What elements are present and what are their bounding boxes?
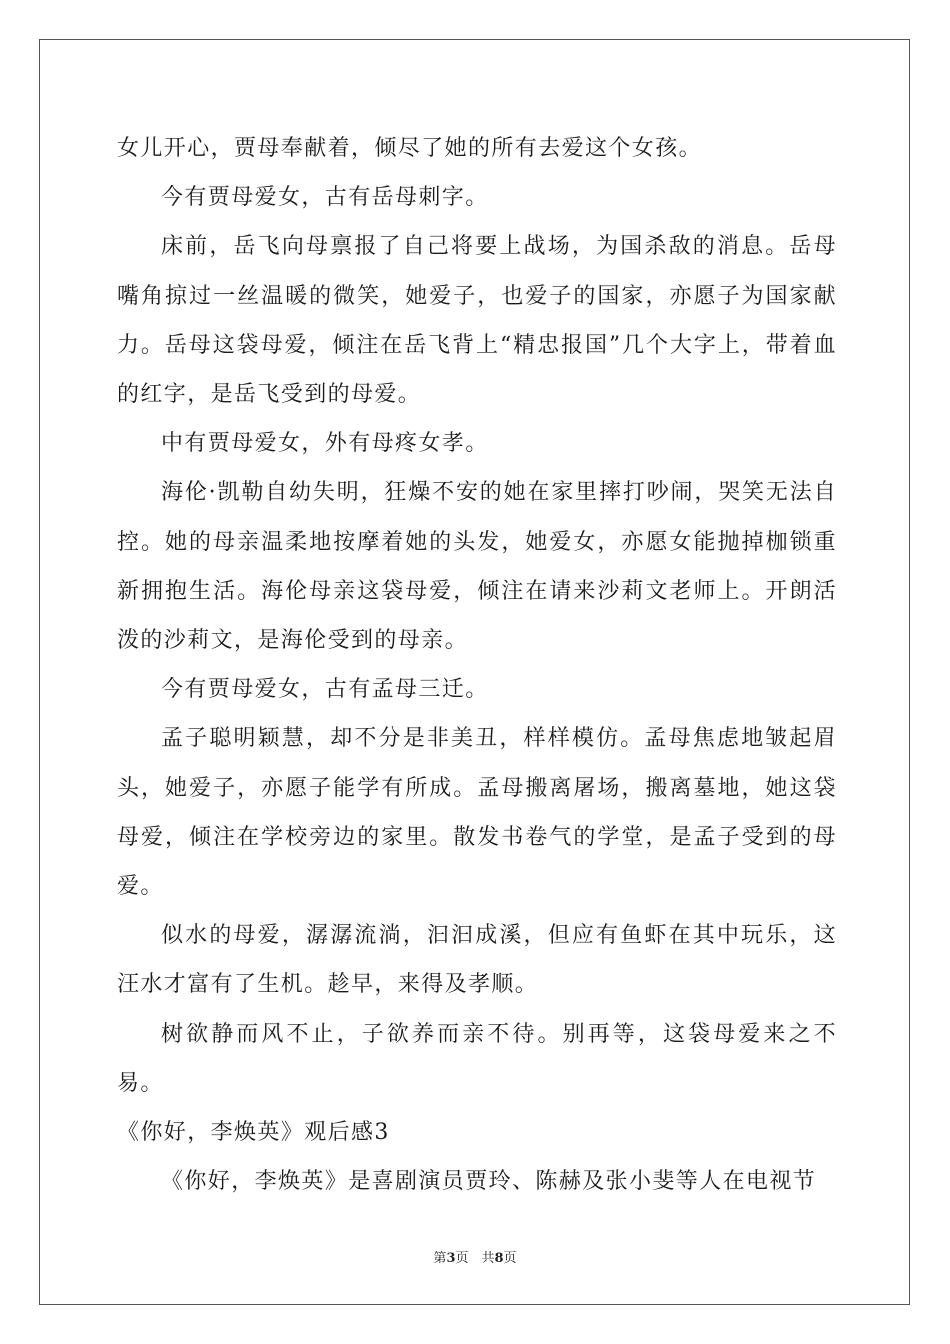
footer-current-page: 3 <box>446 1251 456 1266</box>
paragraph-8: 似水的母爱，潺潺流淌，汩汩成溪，但应有鱼虾在其中玩乐，这汪水才富有了生机。趁早，来得及孝顺。 <box>117 923 837 998</box>
footer-total-pages: 8 <box>494 1251 504 1266</box>
paragraph-6: 今有贾母爱女，古有孟母三迁。 <box>161 677 489 703</box>
paragraph-9: 树欲静而风不止，子欲养而亲不待。别再等，这袋母爱来之不易。 <box>117 1021 837 1096</box>
paragraph-11: 《你好，李焕英》是喜剧演员贾玲、陈赫及张小斐等人在电视节 <box>161 1169 817 1195</box>
document-body <box>117 124 837 1206</box>
footer-mid: 页 共 <box>455 1251 495 1266</box>
paragraph-7: 孟子聪明颖慧，却不分是非美丑，样样模仿。孟母焦虑地皱起眉头，她爱子，亦愿子能学有所成。孟母搬离屠场，搬离墓地，她这袋母爱，倾注在学校旁边的家里。散发书卷气的学堂，是孟子受到的母爱。 <box>117 726 837 900</box>
paragraph-2: 今有贾母爱女，古有岳母刺字。 <box>161 185 489 211</box>
footer-prefix: 第 <box>433 1251 447 1266</box>
paragraph-4: 中有贾母爱女，外有母疼女孝。 <box>161 431 489 457</box>
footer-suffix: 页 <box>503 1251 517 1266</box>
paragraph-3: 床前，岳飞向母禀报了自己将要上战场，为国杀敌的消息。岳母嘴角掠过一丝温暖的微笑，她爱子，也爱子的国家，亦愿子为国家献力。岳母这袋母爱，倾注在岳飞背上“精忠报国”几个大字上，带着血的红字，是岳飞受到的母爱。 <box>117 234 837 408</box>
paragraph-5: 海伦·凯勒自幼失明，狂燥不安的她在家里摔打吵闹，哭笑无法自控。她的母亲温柔地按摩着她的头发，她爱女，亦愿女能抛掉枷锁重新拥抱生活。海伦母亲这袋母爱，倾注在请来沙莉文老师上。开朗活泼的沙莉文，是海伦受到的母亲。 <box>117 480 837 654</box>
paragraph-1: 女儿开心，贾母奉献着，倾尽了她的所有去爱这个女孩。 <box>117 136 703 161</box>
page-footer <box>0 1247 950 1266</box>
section-heading: 《你好，李焕英》观后感3 <box>117 1120 390 1146</box>
